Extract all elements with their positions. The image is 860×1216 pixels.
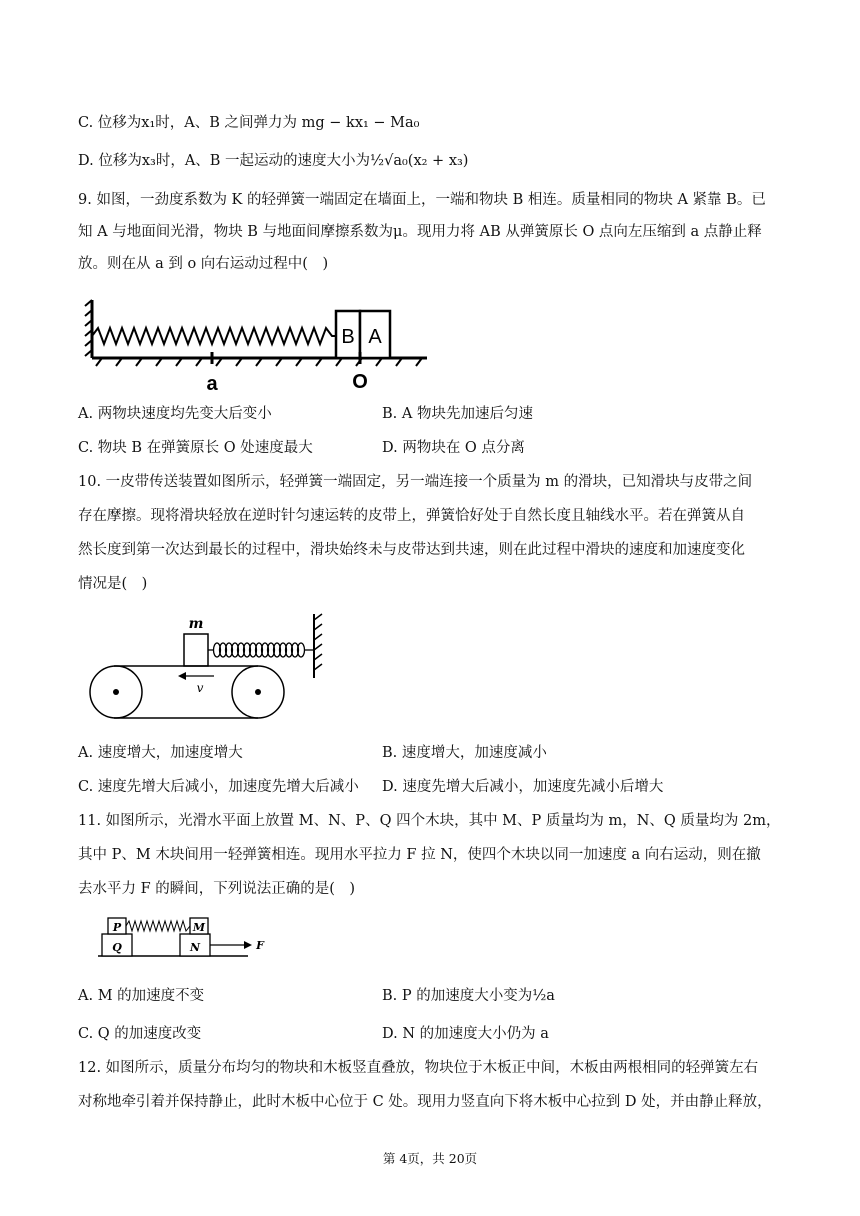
block-m-label: M <box>192 921 206 934</box>
q10-stem-line-1: 10. 一皮带传送装置如图所示，轻弹簧一端固定，另一端连接一个质量为 m 的滑块，已知滑块与皮带之间 <box>78 474 753 490</box>
q10-stem-line-3: 然长度到第一次达到最长的过程中，滑块始终未与皮带达到共速，则在此过程中滑块的速度和加速度变化 <box>78 542 745 558</box>
q9-option-c: C. 物块 B 在弹簧原长 O 处速度最大 <box>78 440 313 456</box>
q10-stem-line-2: 存在摩擦。现将滑块轻放在逆时针匀速运转的皮带上，弹簧恰好处于自然长度且轴线水平。若在弹簧从自 <box>78 508 745 524</box>
block-q-label: Q <box>112 941 122 954</box>
block-b-label: B <box>341 326 355 348</box>
q11-option-c: C. Q 的加速度改变 <box>78 1026 202 1042</box>
q11-option-d: D. N 的加速度大小仍为 a <box>382 1026 549 1042</box>
q10-option-a: A. 速度增大，加速度增大 <box>78 745 243 761</box>
q11-option-a: A. M 的加速度不变 <box>78 988 205 1004</box>
q9-spring-block-figure <box>82 296 432 396</box>
mass-label: m <box>188 616 204 632</box>
slider-block <box>184 634 208 666</box>
q12-stem-line-1: 12. 如图所示，质量分布均匀的物块和木板竖直叠放，物块位于木板正中间，木板由两根相同的轻弹簧左右 <box>78 1060 759 1076</box>
velocity-arrow-icon <box>178 672 186 680</box>
q10-conveyor-figure <box>86 606 330 728</box>
point-a-label: a <box>206 373 218 395</box>
q10-stem-line-4: 情况是( ) <box>78 576 148 592</box>
q12-stem-line-2: 对称地牵引着并保持静止，此时木板中心位于 C 处。现用力竖直向下将木板中心拉到 D 处，并由静止释放， <box>78 1094 772 1110</box>
point-o-label: O <box>352 371 368 393</box>
q11-stem-line-3: 去水平力 F 的瞬间，下列说法正确的是( ) <box>78 881 356 897</box>
q11-option-b: B. P 的加速度大小变为½a <box>382 988 555 1004</box>
q9-stem-line-1: 9. 如图，一劲度系数为 K 的轻弹簧一端固定在墙面上，一端和物块 B 相连。质量相同的物块 A 紧靠 B。已 <box>78 192 766 208</box>
force-label: F <box>256 939 264 952</box>
block-p-label: P <box>112 921 122 934</box>
q9-option-a: A. 两物块速度均先变大后变小 <box>78 406 272 422</box>
page-footer: 第 4页，共 20页 <box>382 1151 478 1166</box>
q11-stem-line-2: 其中 P、M 木块间用一轻弹簧相连。现用水平拉力 F 拉 N，使四个木块以同一加速度 a 向右运动，则在撤 <box>78 847 761 863</box>
q10-option-b: B. 速度增大，加速度减小 <box>382 745 547 761</box>
q9-stem-line-2: 知 A 与地面间光滑，物块 B 与地面间摩擦系数为μ。现用力将 AB 从弹簧原长 O 点向左压缩到 a 点静止释 <box>78 224 762 240</box>
block-a-label: A <box>368 326 382 348</box>
q11-blocks-figure <box>98 914 268 958</box>
q10-option-d: D. 速度先增大后减小，加速度先减小后增大 <box>382 779 664 795</box>
velocity-label: v <box>196 681 204 695</box>
q9-option-d: D. 两物块在 O 点分离 <box>382 440 525 456</box>
q11-stem-line-1: 11. 如图所示，光滑水平面上放置 M、N、P、Q 四个木块，其中 M、P 质量均为 m，N、Q 质量均为 2m， <box>78 813 781 829</box>
q9-option-b: B. A 物块先加速后匀速 <box>382 406 533 422</box>
q8-option-d: D. 位移为x₃时，A、B 一起运动的速度大小为½√a₀(x₂ + x₃) <box>78 153 469 169</box>
q8-option-c: C. 位移为x₁时，A、B 之间弹力为 mg − kx₁ − Ma₀ <box>78 115 420 131</box>
q9-stem-line-3: 放。则在从 a 到 o 向右运动过程中( ) <box>78 256 329 272</box>
block-n-label: N <box>189 941 201 954</box>
q10-option-c: C. 速度先增大后减小，加速度先增大后减小 <box>78 779 359 795</box>
force-arrow-icon <box>244 941 252 949</box>
